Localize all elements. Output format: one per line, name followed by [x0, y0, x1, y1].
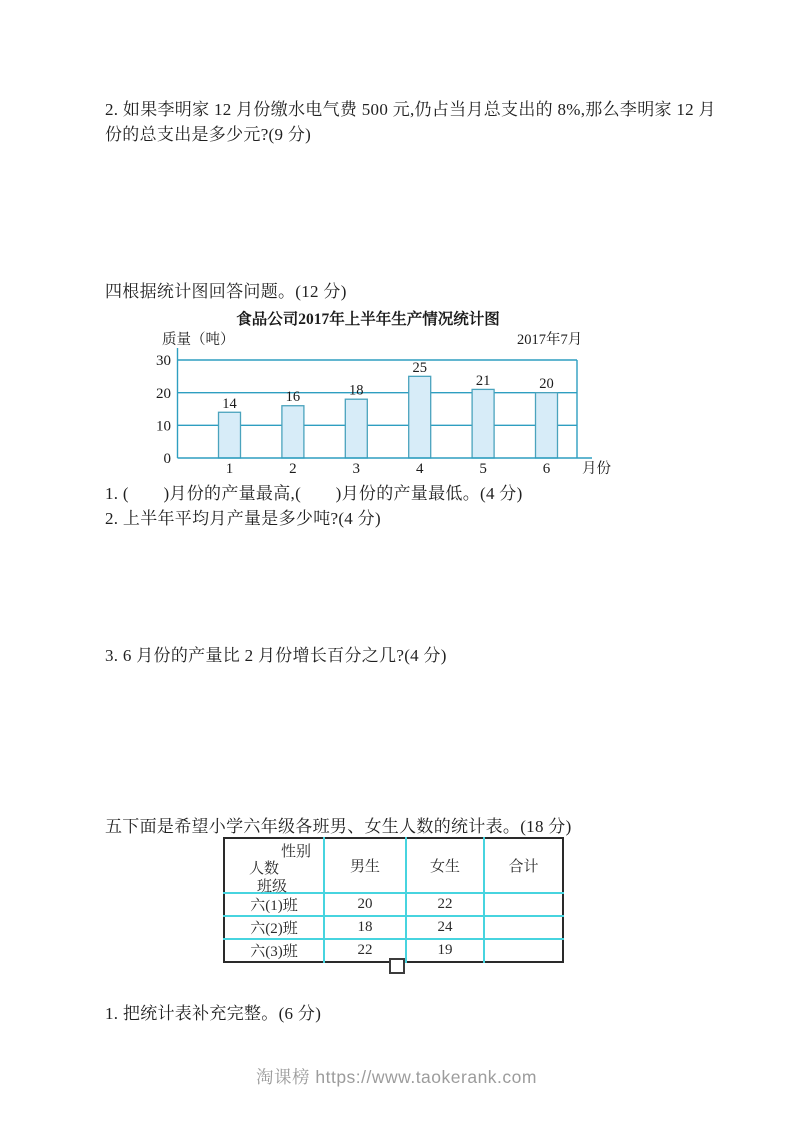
- table-row: [224, 893, 563, 916]
- cell-boys: 20: [324, 893, 406, 916]
- chart-value-label: 21: [475, 372, 491, 389]
- cell-boys: 22: [324, 939, 406, 962]
- section-four-question-1: 1. ( )月份的产量最高,( )月份的产量最低。(4 分): [105, 484, 523, 503]
- chart-y-tick-label: 30: [156, 353, 171, 370]
- chart-x-tick-label: 5: [479, 461, 487, 477]
- production-bar-chart: [105, 303, 685, 481]
- chart-value-label: 20: [539, 376, 554, 393]
- chart-x-axis-label: 月份: [582, 461, 611, 477]
- cell-girls: 24: [406, 916, 484, 939]
- chart-bar: [536, 393, 558, 458]
- question-utility-fee: [105, 97, 716, 147]
- chart-y-tick-label: 10: [156, 418, 171, 435]
- chart-bar: [409, 376, 431, 458]
- chart-bar: [472, 389, 494, 458]
- table-corner-cell: [224, 838, 324, 893]
- column-header-total: 合计: [484, 838, 563, 893]
- column-header-boys: 男生: [324, 838, 406, 893]
- row-label: 六(1)班: [224, 893, 324, 916]
- chart-x-tick-label: 6: [542, 461, 551, 477]
- chart-x-tick-label: 4: [415, 461, 424, 477]
- column-header-girls: 女生: [406, 838, 484, 893]
- chart-y-tick-label: 0: [163, 451, 171, 468]
- section-four-heading: 四根据统计图回答问题。(12 分): [105, 282, 347, 301]
- corner-label-gender: 性别: [281, 844, 312, 860]
- corner-label-count: 人数: [249, 861, 280, 877]
- question-line: 份的总支出是多少元?(9 分): [105, 125, 312, 144]
- question-line: 2. 如果李明家 12 月份缴水电气费 500 元,仍占当月总支出的 8%,那么李明家 12 月: [105, 100, 716, 119]
- chart-y-tick-label: 20: [156, 385, 171, 402]
- chart-date-note: 2017年7月: [517, 332, 583, 348]
- chart-x-tick-label: 2: [289, 461, 297, 477]
- chart-value-label: 16: [285, 389, 301, 406]
- footer-watermark: 淘课榜 https://www.taokerank.com: [256, 1067, 537, 1087]
- cell-total: [484, 916, 563, 939]
- chart-x-tick-label: 1: [225, 461, 234, 477]
- chart-bar: [345, 399, 367, 458]
- table-header-row: [224, 838, 563, 893]
- chart-value-label: 18: [349, 382, 364, 399]
- chart-value-label: 14: [222, 395, 237, 412]
- chart-bar: [282, 406, 304, 458]
- chart-x-tick-label: 3: [352, 461, 361, 477]
- section-five-question-1: 1. 把统计表补充完整。(6 分): [105, 1004, 322, 1023]
- chart-title: 食品公司2017年上半年生产情况统计图: [236, 311, 500, 328]
- row-label: 六(3)班: [224, 939, 324, 962]
- table-row: [224, 916, 563, 939]
- section-four-question-2: 2. 上半年平均月产量是多少吨?(4 分): [105, 509, 381, 528]
- section-five-heading: 五下面是希望小学六年级各班男、女生人数的统计表。(18 分): [105, 817, 572, 836]
- corner-label-class: 班级: [257, 879, 288, 895]
- section-four-question-3: 3. 6 月份的产量比 2 月份增长百分之几?(4 分): [105, 646, 447, 665]
- cell-total: [484, 893, 563, 916]
- cell-total: [484, 939, 563, 962]
- cell-boys: 18: [324, 916, 406, 939]
- chart-value-label: 25: [412, 359, 427, 376]
- cell-girls: 22: [406, 893, 484, 916]
- row-label: 六(2)班: [224, 916, 324, 939]
- table-resize-handle: [389, 958, 405, 974]
- chart-y-axis-label: 质量（吨）: [162, 332, 235, 348]
- chart-bar: [219, 412, 241, 458]
- class-gender-stats-table: [223, 837, 564, 963]
- chart-plot-area: [156, 348, 592, 477]
- cell-girls: 19: [406, 939, 484, 962]
